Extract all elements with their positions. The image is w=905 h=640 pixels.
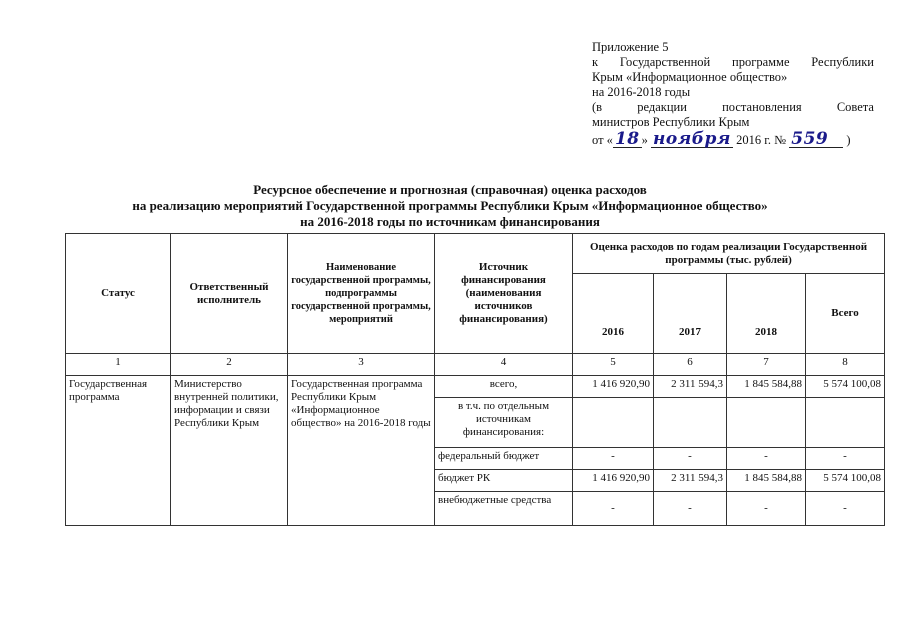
value-total — [806, 398, 885, 448]
value-2016: 1 416 920,90 — [573, 470, 654, 492]
value-2016: - — [573, 448, 654, 470]
col-number: 5 — [573, 354, 654, 376]
col-number: 3 — [288, 354, 435, 376]
value-2018: - — [727, 492, 806, 526]
header-year-2018: 2018 — [727, 274, 806, 354]
value-2017: 2 311 594,3 — [654, 470, 727, 492]
title-line-2: на реализацию мероприятий Государственной программы Республики Крым «Информационное общество» — [132, 198, 768, 213]
source-cell: бюджет РК — [435, 470, 573, 492]
value-2018: 1 845 584,88 — [727, 376, 806, 398]
value-2016: 1 416 920,90 — [573, 376, 654, 398]
value-total: 5 574 100,08 — [806, 470, 885, 492]
value-2017: - — [654, 492, 727, 526]
header-status: Статус — [66, 234, 171, 354]
value-2016: - — [573, 492, 654, 526]
program-name-cell: Государственная программа Республики Крым «Информационное общество» на 2016-2018 годы — [288, 376, 435, 526]
table-row — [66, 376, 885, 398]
handwritten-day: 18 — [614, 129, 640, 149]
header-source: Источник финансирования (наименования источников финансирования) — [435, 234, 573, 354]
value-2018 — [727, 398, 806, 448]
header-year-2017: 2017 — [654, 274, 727, 354]
source-cell: в т.ч. по отдельным источникам финансирования: — [435, 398, 573, 448]
header-estimate: Оценка расходов по годам реализации Государственной программы (тыс. рублей) — [573, 234, 885, 274]
source-cell: всего, — [435, 376, 573, 398]
appendix-block — [592, 40, 874, 148]
col-number: 6 — [654, 354, 727, 376]
value-2018: - — [727, 448, 806, 470]
source-cell: федеральный бюджет — [435, 448, 573, 470]
executor-cell: Министерство внутренней политики, информации и связи Республики Крым — [171, 376, 288, 526]
title-line-3: на 2016-2018 годы по источникам финансирования — [300, 214, 600, 229]
value-2017: - — [654, 448, 727, 470]
header-total: Всего — [806, 274, 885, 354]
status-cell: Государственная программа — [66, 376, 171, 526]
appendix-line-3: Крым «Информационное общество» — [592, 70, 788, 84]
col-number: 8 — [806, 354, 885, 376]
value-2018: 1 845 584,88 — [727, 470, 806, 492]
header-year-2016: 2016 — [573, 274, 654, 354]
col-number: 1 — [66, 354, 171, 376]
title-line-1: Ресурсное обеспечение и прогнозная (справочная) оценка расходов — [253, 182, 647, 197]
col-number: 4 — [435, 354, 573, 376]
header-executor: Ответственный исполнитель — [171, 234, 288, 354]
appendix-line-2: к Государственной программе Республики — [592, 55, 874, 69]
handwritten-number: 559 — [789, 132, 843, 148]
value-2016 — [573, 398, 654, 448]
source-cell: внебюджетные средства — [435, 492, 573, 526]
value-2017 — [654, 398, 727, 448]
numbering-row — [66, 354, 885, 376]
appendix-line-5: (в редакции постановления Совета — [592, 100, 874, 114]
document-title — [60, 182, 840, 230]
value-total: 5 574 100,08 — [806, 376, 885, 398]
appendix-date-line: от « 18 » ноября 2016 г. № 559 ) — [592, 129, 851, 149]
appendix-line-4: на 2016-2018 годы — [592, 85, 691, 99]
resources-table — [65, 233, 885, 526]
col-number: 2 — [171, 354, 288, 376]
value-total: - — [806, 492, 885, 526]
handwritten-month: ноября — [652, 129, 731, 149]
value-total: - — [806, 448, 885, 470]
value-2017: 2 311 594,3 — [654, 376, 727, 398]
header-name: Наименование государственной программы, подпрограммы государственной программы, мероприятий — [288, 234, 435, 354]
col-number: 7 — [727, 354, 806, 376]
appendix-line-6: министров Республики Крым — [592, 115, 750, 129]
appendix-title: Приложение 5 — [592, 40, 669, 54]
